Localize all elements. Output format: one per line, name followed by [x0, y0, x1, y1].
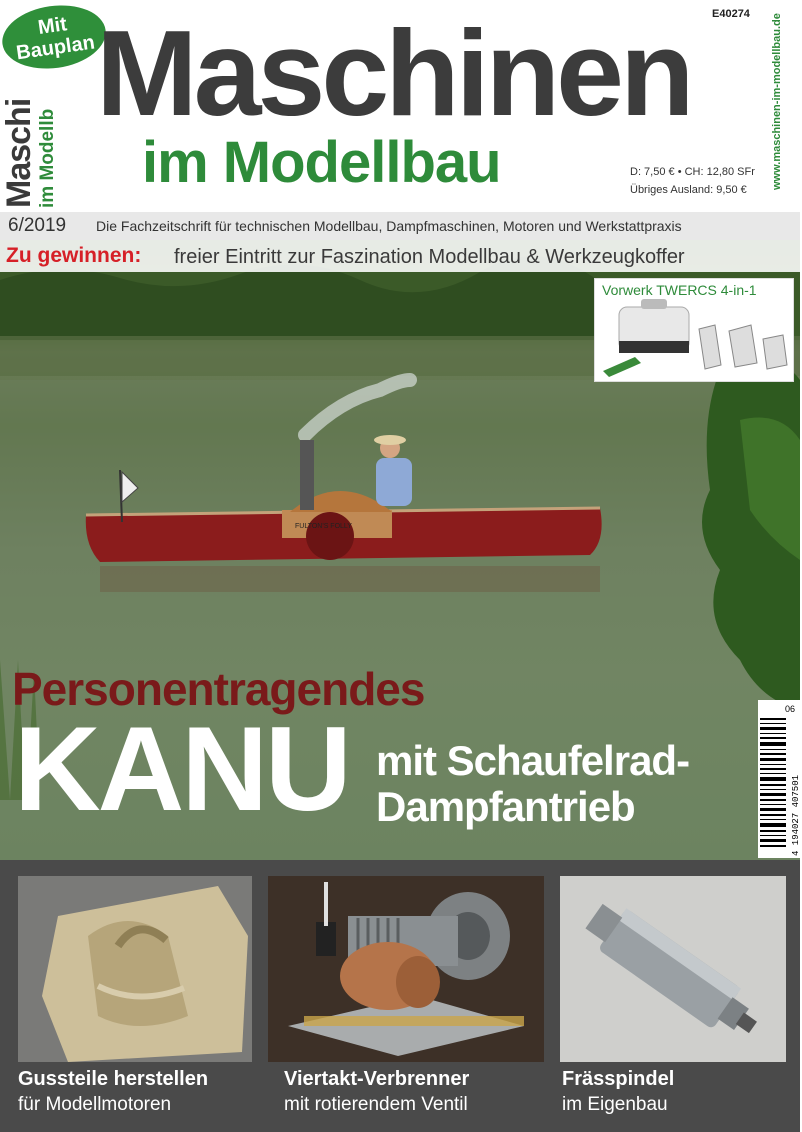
magazine-subtitle: im Modellbau	[142, 130, 501, 195]
feature-subtitle-1: für Modellmotoren	[18, 1094, 172, 1115]
promo-text: freier Eintritt zur Faszination Modellbau & Werkzeugkoffer	[174, 246, 685, 268]
magazine-title: Maschinen	[96, 5, 691, 141]
barcode-digits: 4 194027 407501	[791, 774, 801, 856]
feature-subtitle-3: im Eigenbau	[562, 1094, 668, 1115]
milling-spindle-image	[560, 876, 786, 1062]
badge-line1: Mit	[36, 13, 69, 40]
feature-title-1: Gussteile herstellen	[18, 1068, 209, 1090]
feature-image-spindle	[560, 876, 786, 1062]
feature-title-3: Frässpindel	[562, 1068, 675, 1090]
issue-number: 6/2019	[8, 215, 67, 236]
spine-title: Maschi	[0, 98, 38, 208]
cover-headline-kicker: Personentragendes	[12, 663, 425, 715]
bauplan-badge	[0, 0, 110, 75]
barcode-issue: 06	[785, 704, 796, 714]
spine-logo	[2, 70, 62, 208]
promo-label: Zu gewinnen:	[6, 244, 142, 267]
feature-subtitle-2: mit rotierendem Ventil	[284, 1094, 468, 1115]
website-url[interactable]: www.maschinen-im-modellbau.de	[771, 13, 783, 190]
feature-image-casting	[18, 876, 252, 1062]
cover-headline-sub-1: mit Schaufelrad-	[376, 737, 690, 784]
feature-title-2: Viertakt-Verbrenner	[284, 1068, 470, 1090]
four-stroke-engine-image	[268, 876, 544, 1062]
prize-label: Vorwerk TWERCS 4-in-1	[602, 282, 757, 298]
cover-headline-sub-2: Dampfantrieb	[376, 783, 635, 830]
cover-headline-main: KANU	[14, 702, 349, 836]
issue-code: E40274	[712, 8, 750, 20]
issue-bar	[0, 212, 800, 240]
boat-name-plate: FULTON'S FOLLY	[295, 523, 352, 530]
badge-line2: Bauplan	[14, 31, 97, 65]
masthead	[0, 0, 800, 210]
spine-subtitle: im Modellb	[37, 108, 58, 208]
casting-mold-image	[18, 876, 252, 1062]
price-line-2: Übriges Ausland: 9,50 €	[630, 184, 747, 196]
feature-image-engine	[268, 876, 544, 1062]
price-line-1: D: 7,50 € • CH: 12,80 SFr	[630, 166, 755, 178]
issue-description: Die Fachzeitschrift für technischen Modellbau, Dampfmaschinen, Motoren und Werkstattpraxis	[96, 218, 682, 234]
